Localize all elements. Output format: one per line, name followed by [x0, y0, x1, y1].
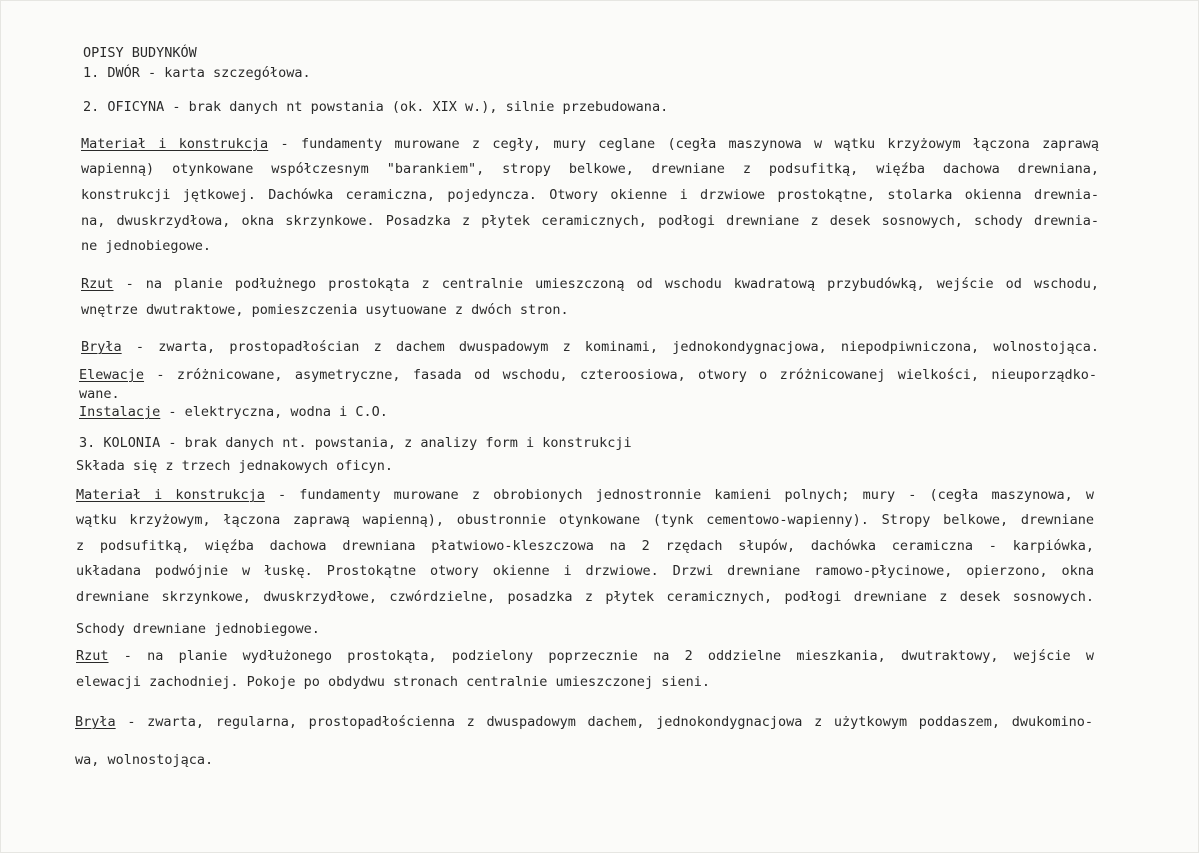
- text-line: wa, wolnostojąca.: [75, 752, 214, 768]
- text-line: wapienną) otynkowane współczesnym "barankiem", stropy belkowe, drewniane z podsufitką, więźba dachowa drewniana,: [81, 161, 1099, 177]
- text-segment: - fundamenty murowane z obrobionych jednostronnie kamieni polnych; mury - (cegła maszynowa, w: [264, 487, 1094, 503]
- text-line: wątku krzyżowym, łączona zaprawą wapienną), obustronnie otynkowane (tynk cementowo-wapienny). Stropy belkowe, drewniane: [76, 512, 1094, 528]
- text-segment: - zwarta, regularna, prostopadłościenna z dwuspadowym dachem, jednokondygnacjowa z użytkowym poddaszem, dwukomino-: [115, 714, 1093, 730]
- text-line: [81, 276, 1099, 292]
- section-label: Rzut: [81, 276, 114, 292]
- document-title: OPISY BUDYNKÓW: [83, 45, 197, 61]
- text-segment: - fundamenty murowane z cegły, mury ceglane (cegła maszynowa w wątku krzyżowym łączona zaprawą: [268, 136, 1099, 152]
- text-line: z podsufitką, więźba dachowa drewniana płatwiowo-kleszczowa na 2 rzędach słupów, dachówka ceramiczna - karpiówka,: [76, 538, 1094, 554]
- text-line: układana podwójnie w łuskę. Prostokątne otwory okienne i drzwiowe. Drzwi drewniane ramowo-płycinowe, opierzono, okna: [76, 563, 1094, 579]
- section-label: Bryła: [75, 714, 116, 730]
- text-line: wnętrze dwutraktowe, pomieszczenia usytuowane z dwóch stron.: [81, 302, 569, 318]
- text-line: [76, 648, 1094, 664]
- text-segment: - na planie wydłużonego prostokąta, podzielony poprzecznie na 2 oddzielne mieszkania, dwutraktowy, wejście w: [108, 648, 1094, 664]
- text-line: [81, 339, 1099, 355]
- text-line: elewacji zachodniej. Pokoje po obdydwu stronach centralnie umieszczonej sieni.: [76, 674, 710, 690]
- text-segment: - elektryczna, wodna i C.O.: [160, 404, 388, 420]
- text-segment: - zróżnicowane, asymetryczne, fasada od wschodu, czteroosiowa, otwory o zróżnicowanej wielkości, nieuporządko-: [144, 367, 1097, 383]
- section-label: Rzut: [76, 648, 109, 664]
- text-line: 2. OFICYNA - brak danych nt powstania (ok. XIX w.), silnie przebudowana.: [83, 99, 669, 115]
- text-segment: - zwarta, prostopadłościan z dachem dwuspadowym z kominami, jednokondygnacjowa, niepodpiwniczona, wolnostojąca.: [121, 339, 1099, 355]
- text-line: [81, 136, 1099, 152]
- text-segment: - na planie podłużnego prostokąta z centralnie umieszczoną od wschodu kwadratową przybudówką, wejście od wschodu,: [113, 276, 1099, 292]
- section-label: Instalacje: [79, 404, 161, 420]
- text-line: 3. KOLONIA - brak danych nt. powstania, z analizy form i konstrukcji: [79, 435, 632, 451]
- text-line: 1. DWÓR - karta szczegółowa.: [83, 65, 311, 81]
- section-label: Materiał i konstrukcja: [81, 136, 269, 152]
- text-line: [79, 367, 1097, 383]
- text-line: na, dwuskrzydłowa, okna skrzynkowe. Posadzka z płytek ceramicznych, podłogi drewniane z desek sosnowych, schody drewnia-: [81, 213, 1099, 229]
- text-line: Schody drewniane jednobiegowe.: [76, 621, 320, 637]
- text-line: ne jednobiegowe.: [81, 238, 212, 254]
- text-line: [79, 404, 388, 420]
- text-line: Składa się z trzech jednakowych oficyn.: [76, 458, 393, 474]
- text-line: [75, 714, 1093, 730]
- text-line: konstrukcji jętkowej. Dachówka ceramiczna, pojedyncza. Otwory okienne i drzwiowe prostokątne, stolarka okienna drewnia-: [81, 187, 1099, 203]
- section-label: Bryła: [81, 339, 122, 355]
- section-label: Elewacje: [79, 367, 145, 383]
- section-label: Materiał i konstrukcja: [76, 487, 265, 503]
- text-line: [76, 487, 1094, 503]
- text-line: wane.: [79, 386, 120, 402]
- text-line: drewniane skrzynkowe, dwuskrzydłowe, czwórdzielne, posadzka z płytek ceramicznych, podłogi drewniane z desek sosnowych.: [76, 589, 1094, 605]
